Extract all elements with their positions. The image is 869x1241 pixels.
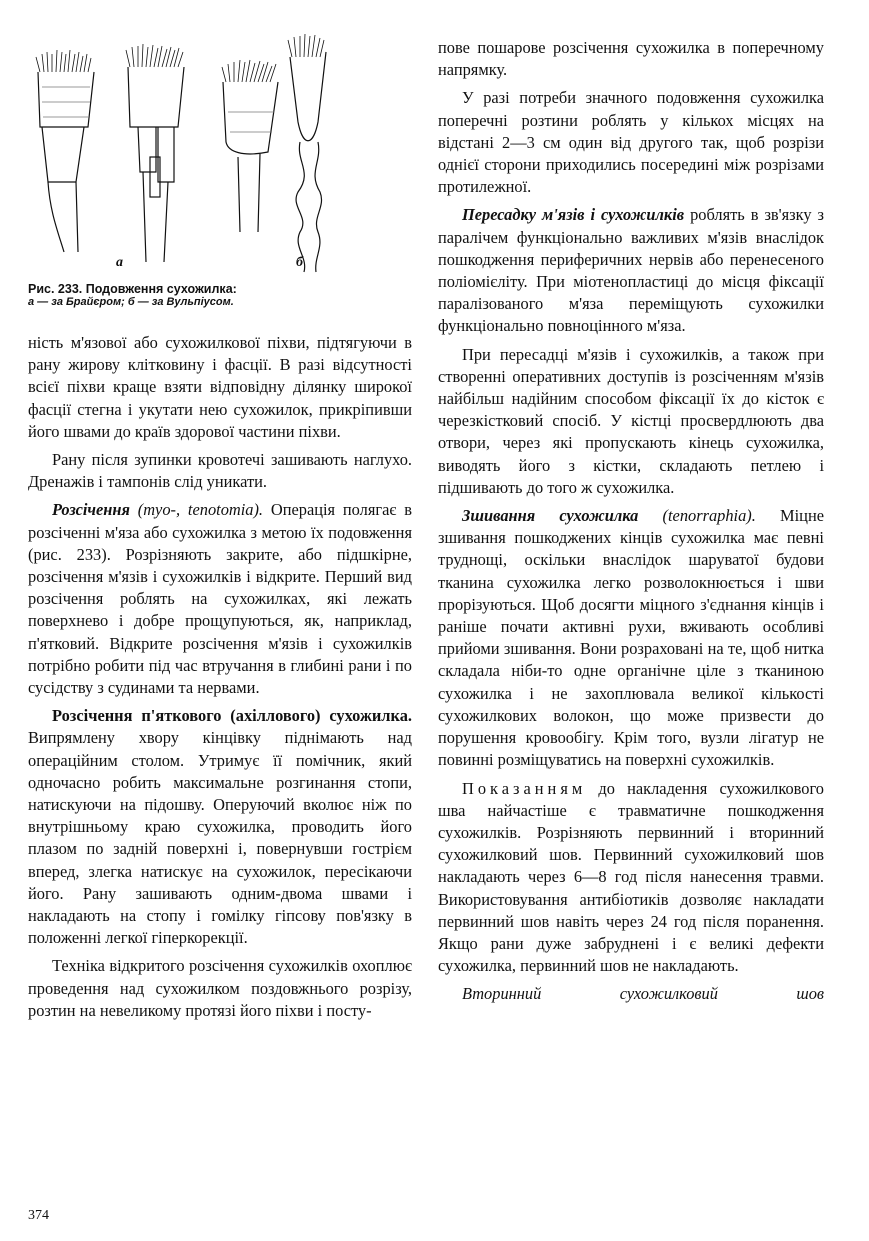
paragraph: ність м'язової або сухожилкової піхви, підтягуючи в рану жирову клітковину і фасції. В разі відсутності всієї піхви краще взяти відповідну ділянку широкої фасції стегна і укутати нею сухожилок, прикріпивши його швами до країв здорової частини піхви. <box>28 333 412 441</box>
figure-caption-legend: а — за Брайєром; б — за Вульпіусом. <box>28 296 234 308</box>
paragraph-tenorraphy <box>438 505 824 771</box>
paragraph-body: Міцне зшивання пошкоджених кінців сухожилка має певні труднощі, оскільки внаслідок шаруватої будови тканина сухожилка легко розволокнюється і шви прорізуються. Щоб досягти міцного з'єднання кінців і раніше почати активні рухи, вживають особливі прийоми зшивання. Вони розраховані на те, щоб нитка складала ніби-то одне органічне ціле з тканиною сухожилка і не захоплювала великої кількості сухожилкових волокон, що може призвести до порушення кровообігу. Крім того, вузли лігатур не повинні розміщуватись на поверхні сухожилків. <box>438 506 824 770</box>
paragraph: У разі потреби значного подовження сухожилка поперечні розтини роблять у кількох місцях на відстані 2—3 см один від другого так, щоб розрізи однієї сторони приходились посередині між розрізами протилежної. <box>438 88 824 197</box>
paragraph-indications <box>438 778 824 978</box>
figure-label-b: б <box>296 255 303 270</box>
section-heading: Пересадку м'язів і сухожилків <box>462 205 685 225</box>
paragraph-body: роблять в зв'язку з паралічем функціонально важливих м'язів внаслідок пошкодження периферичних нервів або перенесеного поліомієліту. При міотенопластиці до місця фіксації паралізованого м'яза переміщують сухожилки функціонально повноцінного м'яза. <box>438 205 825 336</box>
spaced-term: Показанням <box>462 778 587 798</box>
tendon-a-right <box>126 44 184 262</box>
tendon-a-left <box>36 50 94 252</box>
paragraph-body: Випрямлену хвору кінцівку піднімають над операційним столом. Утримує її помічник, який одночасно робить максимальне розгинання стопи, натискуючи на підошву. Оперуючий вколює ніж по внутрішньому краю сухожилка, проводить його плазом по задній поверхні і, повернувши гострієм вперед, злегка натискує на сухожилок, пересікаючи його. Рану зашивають одним-двома швами і накладають на стопу і гомілку гіпсову пов'язку в положенні легкої гіперкорекції. <box>28 728 412 948</box>
figure-caption-title: Рис. 233. Подовження сухожилка: <box>28 282 237 296</box>
right-column <box>438 37 824 1012</box>
figure-tendon-lengthening <box>28 32 412 312</box>
paragraph-body: Операція полягає в розсіченні м'яза або сухожилка з метою їх подовження (рис. 233). Розрізняють закрите, або підшкірне, розсічення м'язів і сухожилків і відкрите. Перший вид розсічення роблять на сухожилках, які лежать поверхнево і добре прощупуються, як, наприклад, п'ятковий. Відкрите розсічення м'язів і сухожилків потрібно робити під час втручання в глибині рани і по сусідству з судинами та нервами. <box>28 500 412 698</box>
tendon-illustration <box>28 32 328 277</box>
paragraph: пове пошарове розсічення сухожилка в поперечному напрямку. <box>438 38 824 80</box>
latin-term: (myo-, tenotomia). <box>129 500 264 520</box>
tendon-b-right <box>288 34 326 272</box>
figure-label-a: а <box>116 255 123 270</box>
section-heading: Зшивання сухожилка <box>462 506 639 526</box>
section-heading: Розсічення п'яткового (ахіллового) сухожилка. <box>52 706 412 726</box>
paragraph-transplant <box>438 204 824 337</box>
page-number: 374 <box>28 1208 49 1223</box>
paragraph-secondary-suture: Вторинний сухожилковий шов <box>462 984 824 1004</box>
paragraph-body: до накладення сухожилкового шва найчастіше є травматичне пошкодження сухожилків. Розрізняють первинний і вторинний сухожилковий шов. Первинний сухожилковий шов накладають через 6—8 год після нанесення травми. Використовування антибіотиків дозволяє накладати первинний шов навіть через 24 год після поранення. Якщо рани дуже забруднені і є великі дефекти сухожилка, первинний шов не накладають. <box>438 778 824 976</box>
left-column <box>28 332 412 1028</box>
paragraph-tenotomy <box>28 499 412 699</box>
paragraph: При пересадці м'язів і сухожилків, а також при створенні оперативних доступів із розсіченням м'язів найбільш надійним способом фіксації їх до кісток є черезкістковий спосіб. У кістці просвердлюють два отвори, через які пропускають кінець сухожилка, виводять його з кістки, складають петлею і підшивають до того ж сухожилка. <box>438 344 824 497</box>
latin-term: (tenorraphia). <box>638 506 756 526</box>
paragraph: Техніка відкритого розсічення сухожилків охоплює проведення над сухожилком поздовжнього розрізу, розтин на невеликому протязі його піхви і посту- <box>28 956 412 1020</box>
tendon-b-left <box>222 60 278 232</box>
section-heading: Розсічення <box>52 500 130 520</box>
paragraph-achilles <box>28 705 412 949</box>
paragraph: Рану після зупинки кровотечі зашивають наглухо. Дренажів і тампонів слід уникати. <box>28 450 412 492</box>
figure-caption <box>28 282 412 308</box>
